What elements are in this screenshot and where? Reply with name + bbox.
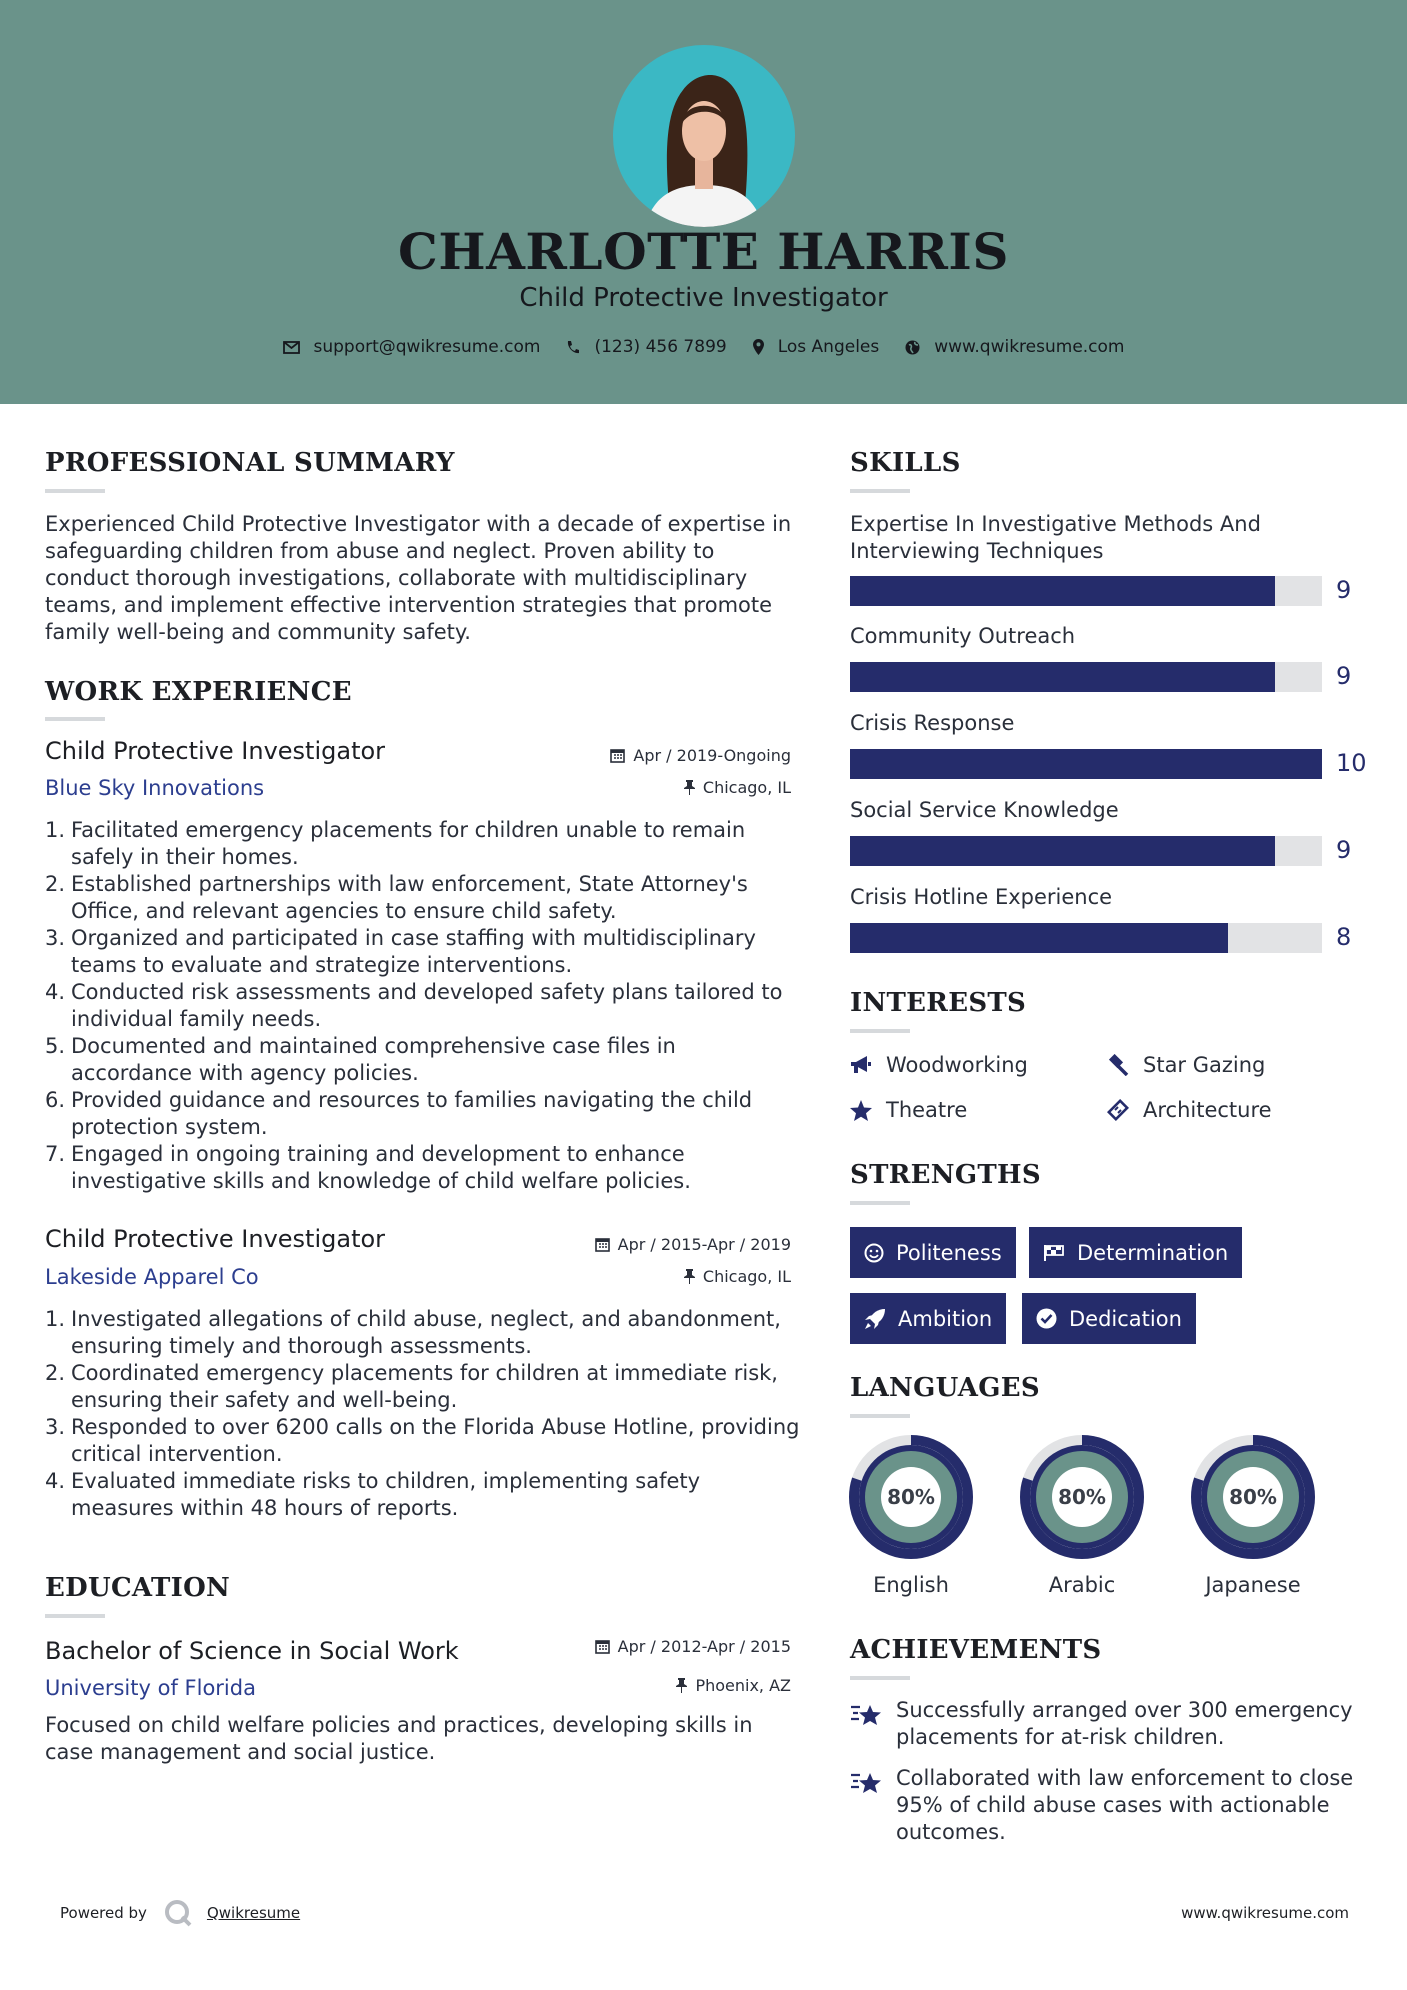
experience-heading: WORK EXPERIENCE [45,677,352,707]
star-icon [850,1100,872,1121]
language-gauge [1020,1435,1144,1563]
language-name: Arabic [1048,1573,1116,1597]
strength-badge [850,1293,1006,1344]
calendar-icon [595,1639,610,1654]
education-location [676,1676,791,1695]
calendar-icon [610,748,625,763]
list-item: 7. Engaged in ongoing training and development to enhance investigative skills and knowledge of child welfare policies. [45,1142,691,1193]
summary-text [45,511,805,646]
skill-value: 10 [1336,749,1367,777]
skill-label: Social Service Knowledge [850,798,1119,822]
company-name[interactable]: Lakeside Apparel Co [45,1265,259,1289]
strengths-heading: STRENGTHS [850,1160,1041,1190]
interest-item [850,1098,967,1122]
powered-by-text: Powered by [60,1904,147,1922]
skills-underline [850,489,910,493]
skill-label: Crisis Response [850,711,1015,735]
strength-badge [850,1227,1016,1278]
job-location-text: Chicago, IL [702,778,791,797]
contact-email[interactable] [283,337,541,357]
check-circle-icon [1036,1308,1057,1329]
language-percent: 80% [1229,1485,1277,1509]
skill-bar [850,662,1322,692]
candidate-name: CHARLOTTE HARRIS [398,222,1009,281]
summary-line: teams, and implement effective intervention strategies that promote [45,593,773,617]
pushpin-icon [676,1678,687,1693]
interest-label: Architecture [1143,1098,1272,1122]
skills-heading: SKILLS [850,448,961,478]
shooting-star-icon [850,1701,884,1729]
list-item: 5. Documented and maintained comprehensive case files in accordance with agency policies. [45,1034,676,1085]
summary-line: conduct thorough investigations, collaborate with multidisciplinary [45,566,748,590]
skill-bar-fill [850,576,1275,606]
summary-line: safeguarding children from abuse and neglect. Proven ability to [45,539,715,563]
summary-line: family well-being and community safety. [45,620,471,644]
gavel-icon [1107,1054,1129,1076]
list-item: 4. Conducted risk assessments and developed safety plans tailored to individual family needs. [45,980,783,1031]
education-location-text: Phoenix, AZ [695,1676,791,1695]
candidate-title: Child Protective Investigator [519,283,888,313]
contact-location [753,337,880,357]
list-item: 2. Established partnerships with law enforcement, State Attorney's Office, and relevant agencies to ensure child safety. [45,872,748,923]
education-date-text: Apr / 2012-Apr / 2015 [617,1637,791,1656]
pushpin-icon [684,1269,695,1284]
phone-text: (123) 456 7899 [594,337,727,357]
language-name: English [873,1573,949,1597]
interest-label: Woodworking [886,1053,1028,1077]
smile-icon [864,1243,884,1263]
list-item: 3. Responded to over 6200 calls on the Florida Abuse Hotline, providing critical intervention. [45,1415,800,1466]
phone-icon [566,340,580,355]
strength-label: Ambition [898,1306,993,1331]
job-date [595,1235,791,1254]
list-item: 2. Coordinated emergency placements for children at immediate risk, ensuring their safety and well-being. [45,1361,778,1412]
skill-value: 9 [1336,662,1352,690]
achievements-underline [850,1676,910,1680]
envelope-icon [283,341,300,354]
website-text: www.qwikresume.com [934,337,1125,357]
language-gauge [849,1435,973,1563]
skill-bar [850,923,1322,953]
job-location [684,1267,791,1286]
strength-label: Dedication [1069,1306,1182,1331]
skill-label: Community Outreach [850,624,1076,648]
footer-powered-by [60,1898,300,1928]
skill-value: 9 [1336,576,1352,604]
contact-phone[interactable] [566,337,726,357]
education-date [595,1637,791,1656]
megaphone-icon [850,1055,872,1075]
location-text: Los Angeles [777,337,880,357]
skill-label: Crisis Hotline Experience [850,885,1113,909]
experience-underline [45,717,105,721]
job-date [610,746,791,765]
job-duties [45,817,805,1195]
summary-underline [45,489,105,493]
strength-label: Politeness [896,1240,1002,1265]
ticket-icon [1107,1099,1129,1121]
interests-underline [850,1029,910,1033]
flag-icon [1043,1244,1065,1262]
brand-link[interactable]: Qwikresume [206,1904,301,1922]
avatar [613,45,795,227]
email-text: support@qwikresume.com [313,337,541,357]
education-underline [45,1614,105,1618]
job-date-text: Apr / 2019-Ongoing [633,746,791,765]
skill-bar-fill [850,836,1275,866]
skill-bar [850,836,1322,866]
list-item: 3. Organized and participated in case staffing with multidisciplinary teams to evaluate and strategize interventions. [45,926,756,977]
achievements-heading: ACHIEVEMENTS [850,1635,1102,1665]
skill-bar [850,576,1322,606]
skill-bar-fill [850,749,1322,779]
contact-website[interactable] [905,337,1124,357]
strength-label: Determination [1077,1240,1229,1265]
job-location-text: Chicago, IL [702,1267,791,1286]
contact-bar [0,337,1407,357]
summary-heading: PROFESSIONAL SUMMARY [45,448,455,478]
interest-label: Star Gazing [1143,1053,1266,1077]
rocket-icon [864,1308,886,1330]
footer-url[interactable]: www.qwikresume.com [1181,1904,1349,1922]
skill-value: 9 [1336,836,1352,864]
achievement-item: Successfully arranged over 300 emergency placements for at-risk children. [850,1697,1370,1751]
skill-bar-fill [850,662,1275,692]
interest-item [1107,1053,1265,1077]
qwikresume-logo-icon [163,1898,193,1928]
degree-title: Bachelor of Science in Social Work [45,1637,459,1665]
summary-line: Experienced Child Protective Investigator with a decade of expertise in [45,512,792,536]
skill-label: Expertise In Investigative Methods And Interviewing Techniques [850,512,1261,563]
list-item: 1. Facilitated emergency placements for children unable to remain safely in their homes. [45,818,746,869]
interests-heading: INTERESTS [850,988,1027,1018]
list-item: 6. Provided guidance and resources to families navigating the child protection system. [45,1088,753,1139]
globe-icon [905,340,920,355]
language-name: Japanese [1205,1573,1301,1597]
language-percent: 80% [1058,1485,1106,1509]
job-title: Child Protective Investigator [45,1225,386,1253]
company-name[interactable]: Blue Sky Innovations [45,776,265,800]
list-item: 4. Evaluated immediate risks to children, implementing safety measures within 48 hours of reports. [45,1469,701,1520]
skill-value: 8 [1336,923,1352,951]
job-duties [45,1306,805,1522]
languages-heading: LANGUAGES [850,1373,1040,1403]
header-banner [0,0,1407,404]
language-percent: 80% [887,1485,935,1509]
education-heading: EDUCATION [45,1573,231,1603]
school-name[interactable]: University of Florida [45,1676,256,1700]
job-title: Child Protective Investigator [45,737,386,765]
interest-item [1107,1098,1272,1122]
job-location [684,778,791,797]
map-pin-icon [753,339,764,355]
education-description: Focused on child welfare policies and practices, developing skills in case management and social justice. [45,1713,753,1764]
strength-badge [1029,1227,1242,1278]
strength-badge [1022,1293,1196,1344]
pushpin-icon [684,780,695,795]
list-item: 1. Investigated allegations of child abuse, neglect, and abandonment, ensuring timely and thorough assessments. [45,1307,781,1358]
language-gauge [1191,1435,1315,1563]
interest-label: Theatre [886,1098,968,1122]
strengths-underline [850,1201,910,1205]
calendar-icon [595,1237,610,1252]
skill-bar [850,749,1322,779]
interest-item [850,1053,1028,1077]
skill-bar-fill [850,923,1228,953]
achievement-item: Collaborated with law enforcement to close 95% of child abuse cases with actionable outcomes. [850,1765,1370,1846]
job-date-text: Apr / 2015-Apr / 2019 [617,1235,791,1254]
languages-underline [850,1414,910,1418]
shooting-star-icon [850,1769,884,1797]
